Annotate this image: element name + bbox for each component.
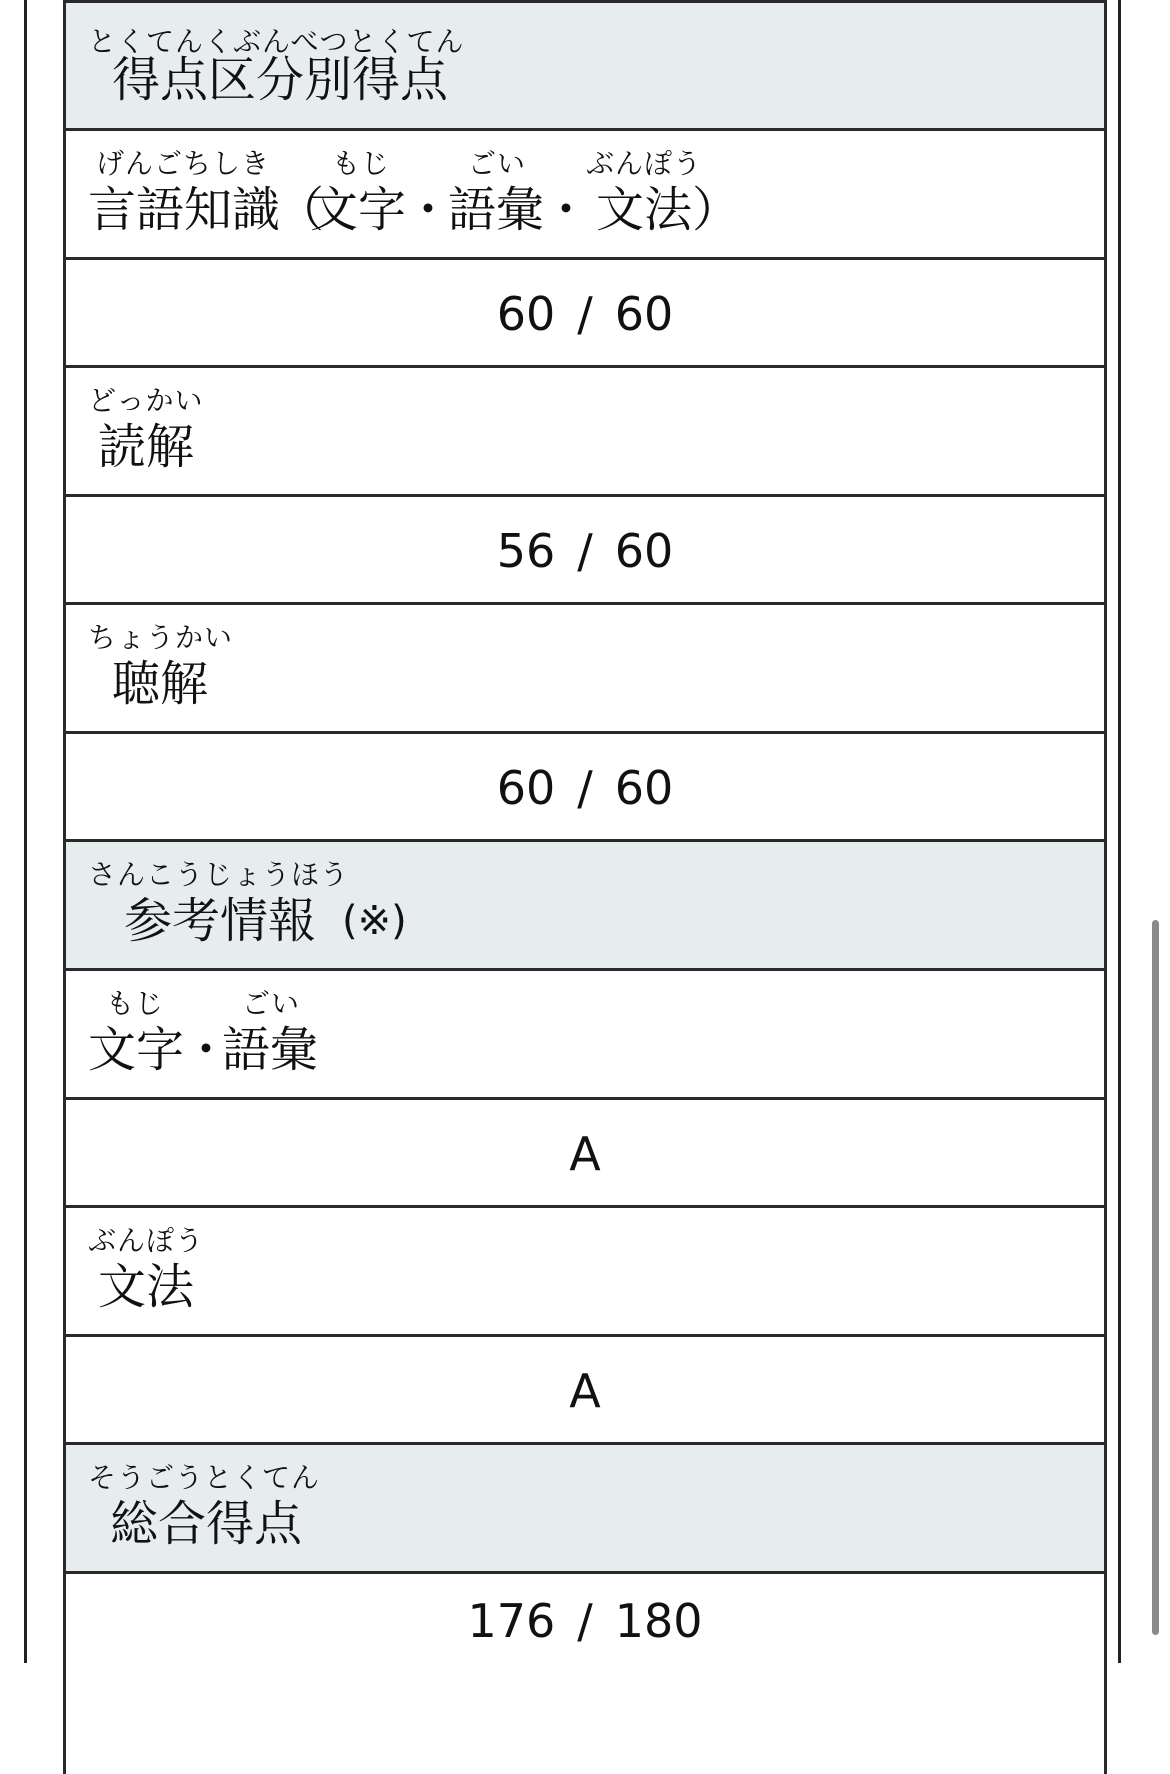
bunpou-ruby: ぶんぽう <box>586 147 703 180</box>
bunpou-title: 文法 <box>596 182 693 238</box>
reference-info-title: 参考情報 <box>124 893 317 949</box>
gengochishiki-ruby: げんごちしき <box>96 147 271 180</box>
dot-separator: ・ <box>404 182 453 238</box>
score-slash: / <box>577 287 593 341</box>
grammar-title: 文法 <box>98 1259 195 1315</box>
paren-open: （ <box>276 182 325 238</box>
language-knowledge-score <box>66 287 1104 341</box>
score-report-table <box>63 0 1107 1774</box>
goi-title: 語彙 <box>448 182 545 238</box>
total-score-title: 総合得点 <box>110 1496 303 1552</box>
grammar-grade: A <box>569 1364 601 1418</box>
listening-score <box>66 761 1104 815</box>
score-max: 180 <box>614 1594 703 1648</box>
grammar-ruby: ぶんぽう <box>88 1224 205 1257</box>
listening-score-row <box>66 734 1104 842</box>
vocab-label <box>66 971 1104 1100</box>
moji-title: 文字 <box>88 1022 185 1078</box>
score-max: 60 <box>614 524 674 578</box>
vocab-grade-row <box>66 1100 1104 1208</box>
reading-score <box>66 524 1104 578</box>
right-frame-border <box>1118 0 1121 1663</box>
score-value: 56 <box>496 524 556 578</box>
paren-close: ） <box>692 182 741 238</box>
total-score <box>66 1594 1104 1648</box>
reading-label <box>66 368 1104 497</box>
reading-ruby: どっかい <box>88 384 204 417</box>
reference-info-note: (※) <box>342 898 407 944</box>
score-value: 60 <box>496 287 556 341</box>
reading-score-row <box>66 497 1104 605</box>
listening-ruby: ちょうかい <box>88 621 234 654</box>
total-score-row <box>66 1574 1104 1774</box>
total-score-header <box>66 1445 1104 1574</box>
reading-title: 読解 <box>98 419 195 475</box>
score-breakdown-header <box>66 0 1104 131</box>
score-slash: / <box>577 524 593 578</box>
left-frame-border <box>24 0 27 1663</box>
score-breakdown-ruby: とくてんくぶんべつとくてん <box>88 25 465 58</box>
score-slash: / <box>577 1594 593 1648</box>
grammar-grade-row <box>66 1337 1104 1445</box>
score-value: 176 <box>467 1594 556 1648</box>
dot-separator: ・ <box>542 182 591 238</box>
score-breakdown-title: 得点区分別得点 <box>112 52 449 108</box>
listening-title: 聴解 <box>112 656 209 712</box>
score-max: 60 <box>614 761 674 815</box>
goi-ruby: ごい <box>242 987 301 1020</box>
goi-ruby: ごい <box>468 147 527 180</box>
score-value: 60 <box>496 761 556 815</box>
language-knowledge-label <box>66 131 1104 260</box>
language-knowledge-title: 言語知識 <box>88 182 281 238</box>
moji-ruby: もじ <box>332 147 391 180</box>
reference-info-header <box>66 842 1104 971</box>
dot-separator: ・ <box>182 1022 231 1078</box>
vocab-grade: A <box>569 1127 601 1181</box>
total-score-ruby: そうごうとくてん <box>88 1461 321 1494</box>
grammar-label <box>66 1208 1104 1337</box>
moji-ruby: もじ <box>106 987 165 1020</box>
score-max: 60 <box>614 287 674 341</box>
listening-label <box>66 605 1104 734</box>
reference-info-ruby: さんこうじょうほう <box>88 858 350 891</box>
scrollbar-thumb[interactable] <box>1152 920 1159 1635</box>
score-slash: / <box>577 761 593 815</box>
moji-title: 文字 <box>310 182 407 238</box>
goi-title: 語彙 <box>222 1022 319 1078</box>
language-knowledge-score-row <box>66 260 1104 368</box>
